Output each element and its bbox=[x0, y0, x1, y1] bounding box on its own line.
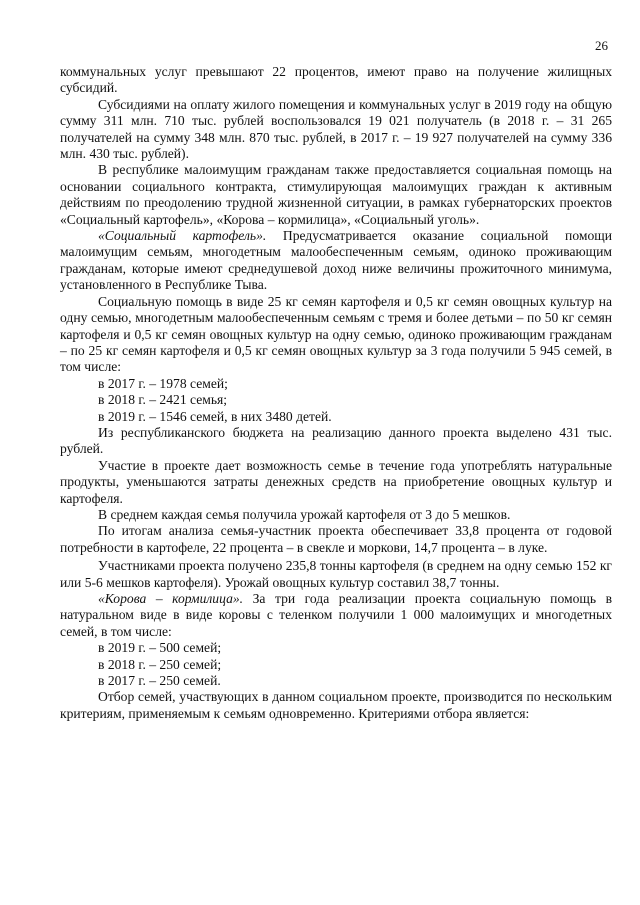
list-item-2017-potato: в 2017 г. – 1978 семей; bbox=[98, 375, 228, 391]
paragraph-social-contract: В республике малоимущим гражданам также предоставляется социальная помощь на основании социального контракта, стимулирующая малоимущих граждан к активным действиям по преодолению трудной жизненной ситуации, в рамках губернаторских проектов «Социальный картофель», «Корова – кормилица», «Социальный уголь». bbox=[60, 162, 612, 227]
document-body bbox=[60, 64, 612, 722]
paragraph-social-potato-text: Предусматривается оказание социальной помощи малоимущим семьям, многодетным малообеспеченным семьям, одиноко проживающим гражданам, которые имеют среднедушевой доход ниже величины прожиточного минимума, установленного в Республике Тыва. bbox=[60, 228, 612, 293]
paragraph-analysis-results: По итогам анализа семья-участник проекта обеспечивает 33,8 процента от годовой потребности в картофеле, 22 процента – в свекле и моркови, 14,7 процента – в луке. bbox=[60, 523, 612, 555]
paragraph-cow-provider-text: За три года реализации проекта социальную помощь в натуральном виде в виде коровы с теленком получили 1 000 малоимущих и многодетных семей, в том числе: bbox=[60, 591, 612, 639]
page-number: 26 bbox=[595, 38, 608, 53]
paragraph-housing-subsidy-right: коммунальных услуг превышают 22 процентов, имеют право на получение жилищных субсидий. bbox=[60, 64, 612, 96]
paragraph-average-harvest: В среднем каждая семья получила урожай картофеля от 3 до 5 мешков. bbox=[98, 506, 511, 522]
paragraph-participation-benefit: Участие в проекте дает возможность семье в течение года употреблять натуральные продукты, уменьшаются затраты денежных средств на приобретение овощных культур и картофеля. bbox=[60, 457, 612, 506]
project-title-cow-provider: «Корова – кормилица». bbox=[98, 591, 244, 606]
list-item-2017-cow: в 2017 г. – 250 семей. bbox=[98, 673, 221, 689]
paragraph-harvest-totals: Участниками проекта получено 235,8 тонны картофеля (в среднем на одну семью 152 кг или 5-6 мешков картофеля). Урожай овощных культур составил 38,7 тонны. bbox=[60, 558, 612, 590]
paragraph-cow-provider bbox=[60, 591, 612, 640]
list-item-2018-potato: в 2018 г. – 2421 семья; bbox=[98, 392, 228, 408]
paragraph-subsidies-totals: Субсидиями на оплату жилого помещения и коммунальных услуг в 2019 году на общую сумму 311 млн. 710 тыс. рублей воспользовался 19 021 получатель (в 2018 г. – 31 265 получателей на сумму 348 млн. 870 тыс. рублей, в 2017 г. – 19 927 получателей на сумму 336 млн. 430 тыс. рублей). bbox=[60, 96, 612, 162]
paragraph-seed-assistance: Социальную помощь в виде 25 кг семян картофеля и 0,5 кг семян овощных культур на одну семью, многодетным малообеспеченным семьям с тремя и более детьми – по 50 кг семян картофеля и 0,5 кг семян овощных культур на одну семью, одиноко проживающим гражданам – по 25 кг семян картофеля и 0,5 кг семян овощных культур за 3 года получили 5 945 семей, в том числе: bbox=[60, 293, 612, 375]
project-title-social-potato: «Социальный картофель». bbox=[98, 228, 267, 244]
paragraph-social-potato bbox=[60, 228, 612, 294]
list-item-2019-potato: в 2019 г. – 1546 семей, в них 3480 детей. bbox=[98, 408, 332, 424]
paragraph-selection-criteria: Отбор семей, участвующих в данном социальном проекте, производится по нескольким критериям, применяемым к семьям одновременно. Критериями отбора является: bbox=[60, 689, 612, 721]
list-item-2018-cow: в 2018 г. – 250 семей; bbox=[98, 656, 222, 672]
list-item-2019-cow: в 2019 г. – 500 семей; bbox=[98, 640, 222, 656]
paragraph-budget: Из республиканского бюджета на реализацию данного проекта выделено 431 тыс. рублей. bbox=[60, 424, 612, 457]
